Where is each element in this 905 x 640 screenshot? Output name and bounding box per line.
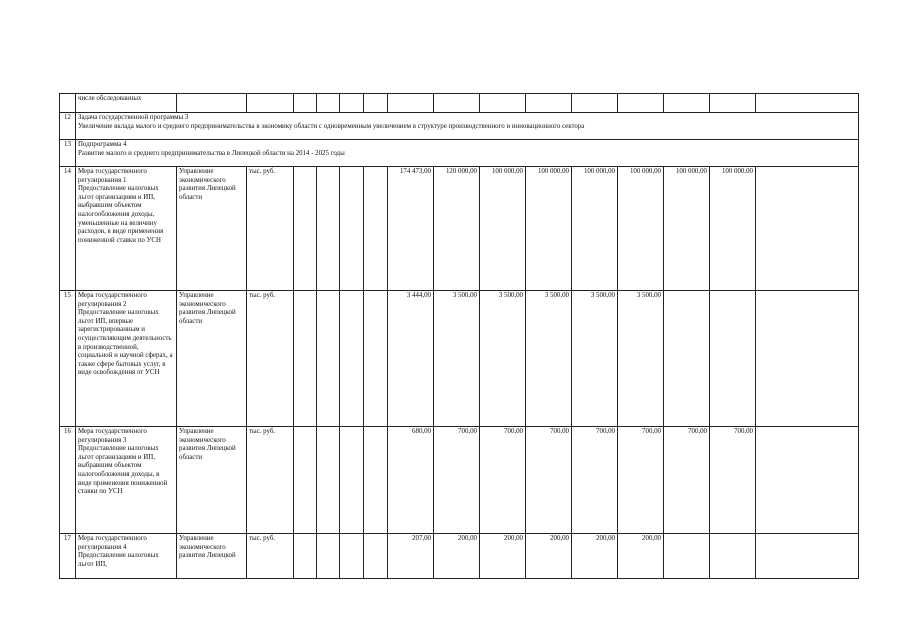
measure-name-cell: Мера государственного регулирования 3 Предоставление налоговых льгот организациям и ИП, выбравшим объектом налогообложения доходы, в виде применения пониженной ставки по УСН: [76, 427, 177, 534]
unit-cell: тыс. руб.: [247, 291, 294, 427]
row-number: 15: [60, 291, 76, 427]
value-cell: 200,00: [526, 534, 572, 579]
responsible-org-cell: Управление экономического развития Липецкой: [177, 534, 247, 579]
value-cell: 700,00: [618, 427, 664, 534]
value-cell: 700,00: [572, 427, 618, 534]
value-cell: 700,00: [526, 427, 572, 534]
row-number: 16: [60, 427, 76, 534]
value-cell: 200,00: [434, 534, 480, 579]
measure-name-cell: числе обследованных: [76, 94, 177, 113]
value-cell: [710, 534, 756, 579]
program-table: [59, 93, 859, 579]
value-cell: [664, 291, 710, 427]
row-number: 13: [60, 140, 76, 167]
task-heading: Задача государственной программы 3 Увеличение вклада малого и среднего предпринимательства в экономику области с одновременным увеличением в структуре производственного и инновационного сектора: [76, 113, 859, 140]
value-cell: 700,00: [710, 427, 756, 534]
value-cell: 3 500,00: [480, 291, 526, 427]
value-cell: 700,00: [480, 427, 526, 534]
table-row: [60, 291, 859, 427]
value-cell: 680,00: [388, 427, 434, 534]
unit-cell: тыс. руб.: [247, 534, 294, 579]
value-cell: [710, 291, 756, 427]
value-cell: [664, 534, 710, 579]
table-row: [60, 94, 859, 113]
row-number: 17: [60, 534, 76, 579]
task-row: [60, 113, 859, 140]
value-cell: 200,00: [480, 534, 526, 579]
value-cell: 100 000,00: [526, 167, 572, 291]
measure-name-cell: Мера государственного регулирования 1 Предоставление налоговых льгот организациям и ИП, выбравшим объектом налогообложения доходы, уменьшенные на величину расходов, в виде применения пониженной ставки по УСН: [76, 167, 177, 291]
value-cell: 3 444,00: [388, 291, 434, 427]
value-cell: 100 000,00: [572, 167, 618, 291]
table-row: [60, 167, 859, 291]
value-cell: 3 500,00: [434, 291, 480, 427]
table-row: [60, 534, 859, 579]
value-cell: 100 000,00: [618, 167, 664, 291]
unit-cell: тыс. руб.: [247, 167, 294, 291]
value-cell: 700,00: [434, 427, 480, 534]
value-cell: 174 473,00: [388, 167, 434, 291]
value-cell: 3 500,00: [526, 291, 572, 427]
value-cell: 200,00: [572, 534, 618, 579]
value-cell: 100 000,00: [480, 167, 526, 291]
value-cell: 120 000,00: [434, 167, 480, 291]
measure-name-cell: Мера государственного регулирования 2 Предоставление налоговых льгот ИП, впервые зарегистрированным и осуществляющим деятельность в производственной, социальной и научной сферах, а также сфере бытовых услуг, в виде освобождения от УСН: [76, 291, 177, 427]
row-number: 14: [60, 167, 76, 291]
value-cell: 100 000,00: [664, 167, 710, 291]
responsible-org-cell: Управление экономического развития Липецкой области: [177, 167, 247, 291]
responsible-org-cell: Управление экономического развития Липецкой области: [177, 291, 247, 427]
value-cell: 100 000,00: [710, 167, 756, 291]
unit-cell: тыс. руб.: [247, 427, 294, 534]
value-cell: 3 500,00: [572, 291, 618, 427]
subprogram-heading: Подпрограмма 4 Развитие малого и среднего предпринимательства в Липецкой области на 2014 - 2025 годы: [76, 140, 859, 167]
row-number: 12: [60, 113, 76, 140]
value-cell: 3 500,00: [618, 291, 664, 427]
table-row: [60, 427, 859, 534]
measure-name-cell: Мера государственного регулирования 4 Предоставление налоговых льгот ИП,: [76, 534, 177, 579]
value-cell: 207,00: [388, 534, 434, 579]
subprogram-row: [60, 140, 859, 167]
value-cell: 200,00: [618, 534, 664, 579]
value-cell: 700,00: [664, 427, 710, 534]
responsible-org-cell: Управление экономического развития Липецкой области: [177, 427, 247, 534]
